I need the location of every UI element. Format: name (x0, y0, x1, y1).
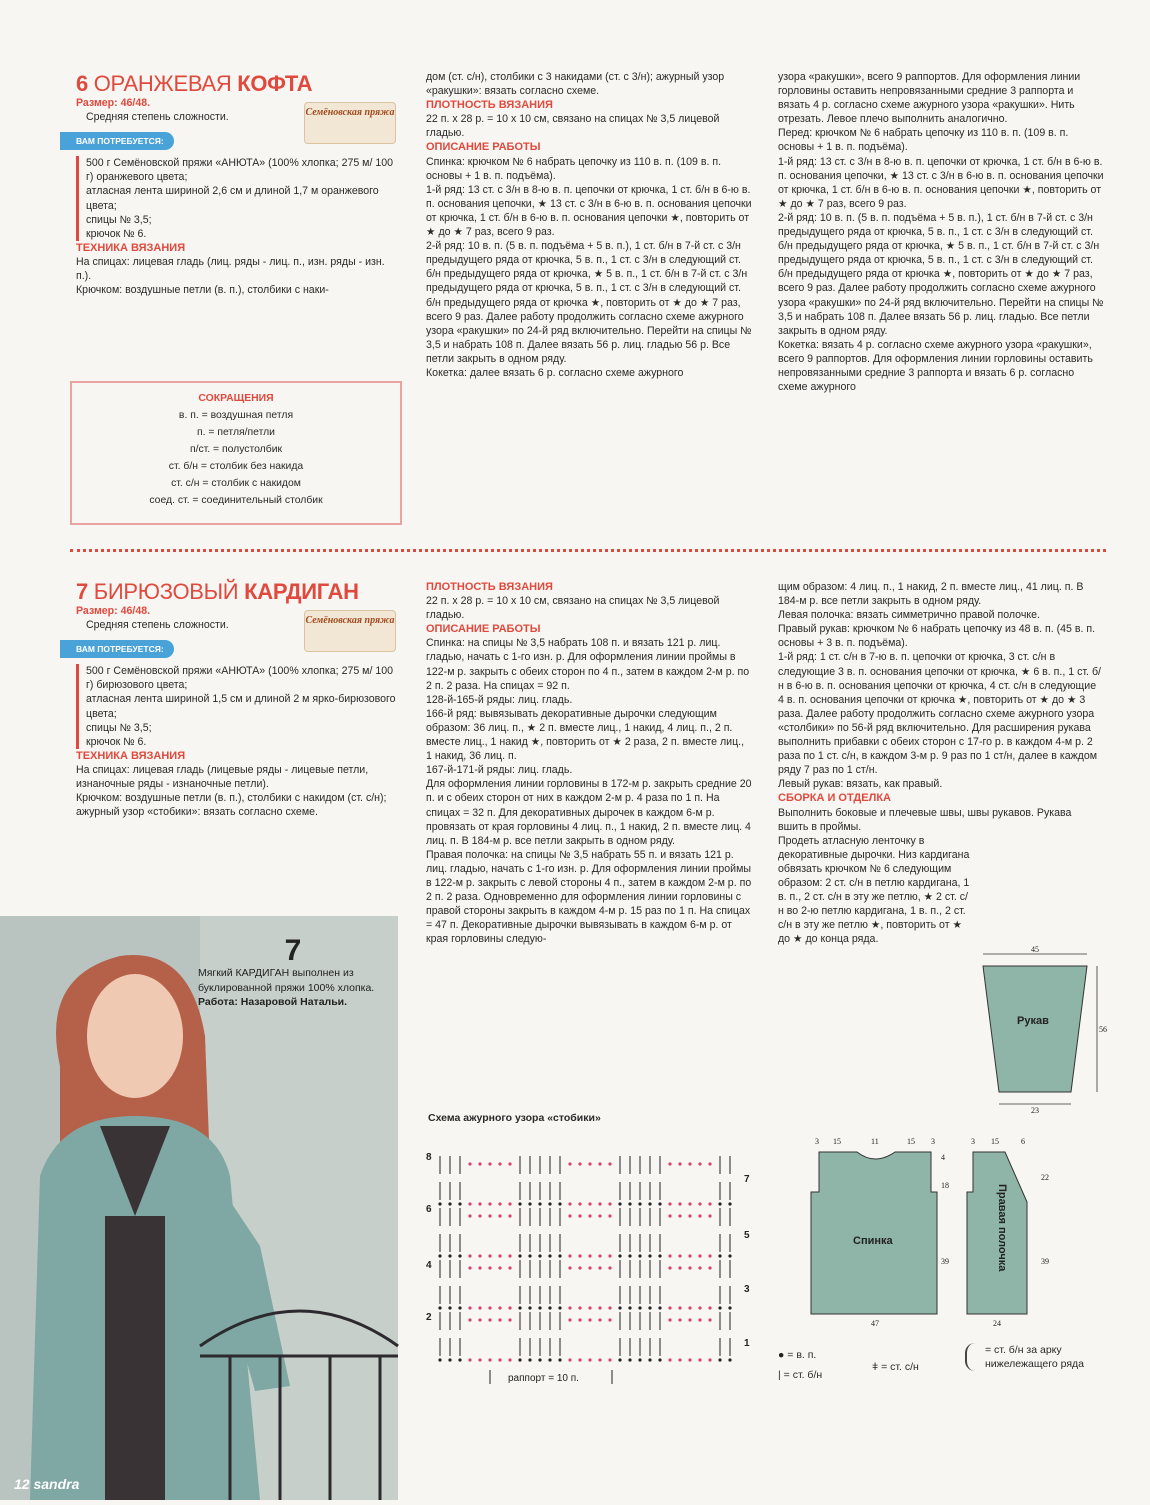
s7-right-front: Правая полочка: на спицы № 3,5 набрать 55 п. и вязать 121 р. лиц. гладью, начать с 1-го изн. р. Для оформления линии проймы в 122-м р. закрыть с левой стороны 4 п., затем в каждом 2-м р. по 2 п. 2 раза. Одновременно для оформления линии горловины с правой стороны закрыть в каждом 4-м р. 15 раз по 1 п. На спицах = 47 п. Декоративные дырочки вывязывать в каждом 6-м р. от края горловины следую- (426, 848, 752, 946)
s7-col3-continuation: щим образом: 4 лиц. п., 1 накид, 2 п. вместе лиц., 41 лиц. п. В 184-м р. все петли закрыть в одном ряду. (778, 581, 1084, 608)
row-num-right: 5 (744, 1230, 750, 1241)
chain-stitch-symbol (668, 1162, 671, 1165)
chain-stitch-symbol (498, 1214, 501, 1217)
s6-needs-badge: ВАМ ПОТРЕБУЕТСЯ: (60, 132, 174, 150)
chain-stitch-symbol (478, 1214, 481, 1217)
chain-stitch-symbol (548, 1254, 551, 1257)
chain-stitch-symbol (698, 1254, 701, 1257)
row-num-left: 6 (426, 1204, 432, 1215)
chain-stitch-symbol (578, 1254, 581, 1257)
chain-stitch-symbol (588, 1318, 591, 1321)
s6-front-yoke: Кокетка: вязать 4 р. согласно схеме ажурного узора «ракушки», всего 9 раппортов. Для оформления линии горловины оставить непровязанными средние 3 раппорта и вязать 6 р. согласно схеме ажурного (778, 338, 1093, 394)
chain-stitch-symbol (438, 1358, 441, 1361)
chain-stitch-symbol (458, 1306, 461, 1309)
chain-stitch-symbol (638, 1254, 641, 1257)
section-divider (70, 549, 1106, 552)
s7-density: 22 п. х 28 р. = 10 х 10 см, связано на спицах № 3,5 лицевой гладью. (426, 595, 720, 622)
chain-stitch-symbol (648, 1306, 651, 1309)
chain-stitch-symbol (488, 1358, 491, 1361)
chain-stitch-symbol (518, 1306, 521, 1309)
sleeve-label: Рукав (1017, 1015, 1049, 1027)
s7-difficulty: Средняя степень сложности. (86, 619, 229, 632)
s6-material-yarn: 500 г Семёновской пряжи «АНЮТА» (100% хлопка; 275 м/ 100 г) оранжевого цвета; (86, 157, 394, 184)
chain-stitch-symbol (728, 1254, 731, 1257)
chain-stitch-symbol (488, 1266, 491, 1269)
chain-stitch-symbol (648, 1254, 651, 1257)
chain-stitch-symbol (628, 1202, 631, 1205)
chain-stitch-symbol (598, 1254, 601, 1257)
s7-tech-pattern: ажурный узор «стобики»: вязать согласно схеме. (76, 806, 318, 819)
abbr-item: п/ст. = полустолбик (189, 444, 283, 455)
chain-stitch-symbol (578, 1214, 581, 1217)
s7-material-yarn: 500 г Семёновской пряжи «АНЮТА» (100% хлопка; 275 м/ 100 г) бирюзового цвета; (86, 665, 394, 692)
s6-difficulty: Средняя степень сложности. (86, 111, 229, 124)
chain-stitch-symbol (688, 1214, 691, 1217)
chain-stitch-symbol (568, 1254, 571, 1257)
chain-stitch-symbol (708, 1202, 711, 1205)
chain-stitch-symbol (598, 1162, 601, 1165)
chain-stitch-symbol (488, 1318, 491, 1321)
chain-stitch-symbol (698, 1358, 701, 1361)
chain-stitch-symbol (708, 1254, 711, 1257)
chain-stitch-symbol (668, 1254, 671, 1257)
chain-stitch-symbol (668, 1358, 671, 1361)
double-crochet-icon: ǂ (872, 1361, 879, 1373)
s6-col3 (778, 70, 1104, 394)
chain-stitch-symbol (658, 1358, 661, 1361)
single-crochet-icon: | (778, 1369, 781, 1381)
chain-stitch-symbol (718, 1358, 721, 1361)
chain-stitch-symbol (548, 1306, 551, 1309)
row-num-right: 1 (744, 1338, 750, 1349)
s7-density-heading: ПЛОТНОСТЬ ВЯЗАНИЯ (426, 581, 553, 593)
chain-stitch-symbol (478, 1306, 481, 1309)
s6-density-heading: ПЛОТНОСТЬ ВЯЗАНИЯ (426, 99, 553, 112)
s7-rows-128: 128-й-165-й ряды: лиц. гладь. (426, 693, 573, 706)
chain-stitch-symbol (618, 1254, 621, 1257)
chain-stitch-symbol (578, 1162, 581, 1165)
chain-stitch-symbol (498, 1266, 501, 1269)
chain-stitch-symbol (568, 1202, 571, 1205)
chain-stitch-symbol (688, 1358, 691, 1361)
chain-stitch-symbol (438, 1254, 441, 1257)
s7-material-hook: крючок № 6. (86, 735, 147, 748)
chain-stitch-symbol (518, 1254, 521, 1257)
chain-stitch-symbol (578, 1306, 581, 1309)
chain-stitch-symbol (468, 1266, 471, 1269)
chain-stitch-symbol (708, 1306, 711, 1309)
s6-material-needles: спицы № 3,5; (86, 213, 152, 226)
caption-number: 7 (284, 934, 302, 967)
front-dim: 15 (991, 1137, 999, 1146)
body-schematic (795, 1132, 1085, 1332)
s7-assembly-heading: СБОРКА И ОТДЕЛКА (778, 792, 891, 805)
chain-stitch-symbol (498, 1162, 501, 1165)
back-dim: 3 (815, 1137, 819, 1146)
back-dim: 11 (871, 1137, 879, 1146)
chain-stitch-symbol (588, 1214, 591, 1217)
chain-stitch-symbol (688, 1254, 691, 1257)
chain-stitch-symbol (728, 1202, 731, 1205)
chain-stitch-symbol (618, 1202, 621, 1205)
front-dim: 6 (1021, 1137, 1025, 1146)
s7-materials (76, 664, 402, 749)
caption-text: Мягкий КАРДИГАН выполнен из буклированной пряжи 100% хлопка. (198, 967, 375, 994)
back-h1-dim: 4 (941, 1153, 945, 1162)
chain-stitch-symbol (498, 1358, 501, 1361)
row-num-right: 3 (744, 1284, 750, 1295)
s7-size: Размер: 46/48. (76, 605, 151, 617)
chain-stitch-symbol (538, 1254, 541, 1257)
chain-stitch-symbol (518, 1358, 521, 1361)
s6-col2 (426, 70, 752, 380)
chain-stitch-symbol (508, 1318, 511, 1321)
chain-stitch-symbol (448, 1306, 451, 1309)
front-dim: 3 (971, 1137, 975, 1146)
chain-stitch-symbol (518, 1202, 521, 1205)
chain-stitch-symbol (508, 1306, 511, 1309)
s7-tech-heading: ТЕХНИКА ВЯЗАНИЯ (76, 749, 186, 762)
chain-stitch-symbol (668, 1266, 671, 1269)
chain-stitch-symbol (548, 1358, 551, 1361)
chain-stitch-symbol (698, 1306, 701, 1309)
chart-legend (778, 1348, 822, 1382)
chain-stitch-symbol (438, 1306, 441, 1309)
chain-stitch-symbol (508, 1162, 511, 1165)
s6-tech-crochet: Крючком: воздушные петли (в. п.), столбики с наки- (76, 284, 329, 297)
s6-work-heading: ОПИСАНИЕ РАБОТЫ (426, 141, 541, 154)
chain-stitch-symbol (538, 1306, 541, 1309)
row-num-left: 8 (426, 1152, 432, 1163)
chain-stitch-symbol (558, 1202, 561, 1205)
chain-stitch-symbol (678, 1162, 681, 1165)
chain-stitch-symbol (498, 1202, 501, 1205)
s7-assembly-2: Продеть атласную ленточку в декоративные дырочки. Низ кардигана обвязать крючком № 6 следующим образом: 2 ст. с/н в петлю кардигана, 1 в. п., 2 ст. с/н в эту же петлю, ★ 2 ст. с/н во 2-ю петлю кардигана, 1 в. п., 2 ст. с/н в эту же петлю ★, повторить от ★ до ★ до конца ряда. (778, 834, 970, 946)
chain-stitch-symbol (638, 1202, 641, 1205)
chain-stitch-symbol (638, 1358, 641, 1361)
back-dim: 15 (907, 1137, 915, 1146)
chain-stitch-symbol (598, 1358, 601, 1361)
row-num-left: 4 (426, 1260, 432, 1271)
s7-tech-knit: На спицах: лицевая гладь (лицевые ряды - лицевые петли, изнаночные ряды - изнаночные петли). (76, 763, 369, 791)
chain-stitch-symbol (678, 1358, 681, 1361)
legend-arc: = ст. б/н за арку нижележащего ряда (965, 1343, 1115, 1371)
chain-stitch-symbol (698, 1214, 701, 1217)
chain-stitch-symbol (488, 1202, 491, 1205)
chain-stitch-symbol (468, 1306, 471, 1309)
chain-stitch-symbol (688, 1318, 691, 1321)
chain-stitch-symbol (458, 1358, 461, 1361)
chain-stitch-symbol (458, 1202, 461, 1205)
legend-dc: ǂ = ст. с/н (872, 1361, 919, 1373)
chain-stitch-symbol (658, 1202, 661, 1205)
stitch-chart (426, 1140, 756, 1390)
s6-front: Перед: крючком № 6 набрать цепочку из 110 в. п. (109 в. п. основы + 1 в. п. подъёма). (778, 127, 1069, 154)
chain-stitch-symbol (508, 1266, 511, 1269)
s6-back: Спинка: крючком № 6 набрать цепочку из 110 в. п. (109 в. п. основы + 1 в. п. подъёма). (426, 155, 722, 182)
chain-stitch-symbol (698, 1266, 701, 1269)
chain-stitch-symbol (708, 1358, 711, 1361)
chain-stitch-symbol (568, 1214, 571, 1217)
chain-stitch-symbol (648, 1358, 651, 1361)
abbr-item: ст. с/н = столбик с накидом (171, 478, 301, 489)
legend-sc: | = ст. б/н (778, 1369, 823, 1381)
sleeve-top-dim: 45 (1031, 945, 1039, 954)
chain-stitch-symbol (448, 1202, 451, 1205)
chain-stitch-symbol (468, 1358, 471, 1361)
chain-stitch-symbol (628, 1358, 631, 1361)
chain-stitch-symbol (478, 1162, 481, 1165)
chain-stitch-symbol (688, 1266, 691, 1269)
s7-material-needles: спицы № 3,5; (86, 721, 152, 734)
chain-stitch-symbol (708, 1162, 711, 1165)
s6-material-ribbon: атласная лента шириной 2,6 см и длиной 1,7 м оранжевого цвета; (86, 185, 379, 212)
chain-stitch-symbol (678, 1306, 681, 1309)
chain-stitch-symbol (568, 1306, 571, 1309)
s6-density: 22 п. х 28 р. = 10 х 10 см, связано на спицах № 3,5 лицевой гладью. (426, 113, 720, 140)
chain-stitch-symbol (608, 1202, 611, 1205)
chain-stitch-symbol (668, 1318, 671, 1321)
chain-stitch-symbol (478, 1254, 481, 1257)
chain-stitch-symbol (668, 1214, 671, 1217)
chain-stitch-symbol (588, 1202, 591, 1205)
chain-stitch-symbol (558, 1254, 561, 1257)
chain-stitch-symbol (478, 1318, 481, 1321)
chain-stitch-symbol (628, 1254, 631, 1257)
legend-chain: ● = в. п. (778, 1349, 817, 1361)
chain-stitch-symbol (448, 1254, 451, 1257)
s6-front-row1: 1-й ряд: 13 ст. с 3/н в 8-ю в. п. цепочки от крючка, 1 ст. б/н в 6-ю в. п. основания цепочки, ★ 13 ст. с 3/н в 6-ю в. п. основания цепочки от крючка, 1 ст. б/н в 6-ю в. п. основания цепочки ★, повторить от ★ до ★ 7 раз, всего 9 раз. (778, 155, 1104, 210)
chain-stitch-symbol (678, 1254, 681, 1257)
chain-stitch-symbol (468, 1162, 471, 1165)
abbr-item: в. п. = воздушная петля (178, 410, 294, 421)
abbreviations-box (70, 381, 402, 525)
chain-stitch-symbol (568, 1162, 571, 1165)
chain-stitch-symbol (698, 1318, 701, 1321)
s7-title: 7 БИРЮЗОВЫЙ КАРДИГАН (76, 579, 359, 604)
s7-left-front: Левая полочка: вязать симметрично правой полочке. (778, 609, 1040, 622)
s7-right-sleeve: Правый рукав: крючком № 6 набрать цепочку из 48 в. п. (45 в. п. основы + 3 в. п. подъёма). (778, 623, 1096, 650)
chain-stitch-symbol (588, 1266, 591, 1269)
chain-stitch-symbol (638, 1306, 641, 1309)
chain-stitch-symbol (558, 1358, 561, 1361)
chain-stitch-symbol (488, 1214, 491, 1217)
s6-materials (76, 156, 402, 241)
yarn-brand-logo: Семёновская пряжа (304, 102, 396, 144)
chain-stitch-symbol (628, 1306, 631, 1309)
chain-stitch-symbol (478, 1202, 481, 1205)
front-h1-dim: 22 (1041, 1173, 1049, 1182)
chain-stitch-symbol (578, 1318, 581, 1321)
chain-stitch-symbol (708, 1266, 711, 1269)
s7-neckline: Для оформления линии горловины в 172-м р. закрыть средние 20 п. и с обеих сторон от них в каждом 2-м р. 4 раза по 1 п. На спицах = 32 п. Для декоративных дырочек в каждом 6-м р. провязать от края горловины 4 лиц. п., 1 накид, 2 п. вместе лиц. 4 лиц. п. В 184-м р. все петли закрыть в одном ряду. (426, 778, 752, 847)
s7-tech-crochet: Крючком: воздушные петли (в. п.), столбики с накидом (ст. с/н); (76, 792, 387, 805)
row-num-left: 2 (426, 1312, 432, 1323)
s6-row2: 2-й ряд: 10 в. п. (5 в. п. подъёма + 5 в. п.), 1 ст. б/н в 7-й ст. с 3/н предыдущего ряда от крючка, 5 в. п., 1 ст. с 3/н в следующий ст. б/н предыдущего ряда от крючка, ★ 5 в. п., 1 ст. б/н в 7-й ст. с 3/н предыдущего ряда от крючка, 5 в. п., 1 ст. с 3/н в следующий ст. б/н предыдущего ряда от крючка ★, повторить от ★ до ★ 7 раз, всего 9 раз. Далее работу продолжить согласно схеме ажурного узора «ракушки» по 24-й ряд включительно. Перейти на спицы № 3,5 и набрать 108 п. Далее вязать 56 р. лиц. гладью 56 р. Все петли закрыть в одном ряду. (426, 240, 752, 365)
chain-stitch-symbol (598, 1318, 601, 1321)
chain-stitch-symbol (478, 1266, 481, 1269)
s6-col2-continuation: дом (ст. с/н), столбики с 3 накидами (ст. с 3/н); ажурный узор «ракушки»: вязать согласно схеме. (426, 71, 725, 98)
chain-stitch-symbol (608, 1358, 611, 1361)
abbr-item: п. = петля/петли (197, 427, 275, 438)
s7-assembly-1: Выполнить боковые и плечевые швы, швы рукавов. Рукава вшить в проймы. (778, 806, 1072, 833)
chain-stitch-symbol (498, 1306, 501, 1309)
chain-stitch-symbol (468, 1214, 471, 1217)
sleeve-length-dim: 56 (1099, 1025, 1107, 1034)
chain-stitch-symbol (708, 1318, 711, 1321)
chain-stitch-symbol (468, 1202, 471, 1205)
back-dim: 3 (931, 1137, 935, 1146)
chain-stitch-symbol (678, 1318, 681, 1321)
s6-material-hook: крючок № 6. (86, 227, 147, 240)
back-width-dim: 47 (871, 1319, 879, 1328)
back-h2-dim: 18 (941, 1181, 949, 1190)
s7-col2 (426, 580, 752, 946)
chain-stitch-symbol (598, 1214, 601, 1217)
chain-stitch-symbol (598, 1202, 601, 1205)
chain-stitch-symbol (608, 1162, 611, 1165)
s6-row1: 1-й ряд: 13 ст. с 3/н в 8-ю в. п. цепочки от крючка, 1 ст. б/н в 6-ю в. п. основания цепочки, ★ 13 ст. с 3/н в 6-ю в. п. основания цепочки от крючка, 1 ст. б/н в 6-ю в. п. основания цепочки ★, повторить от ★ до ★ 7 раз, всего 9 раз. (426, 183, 752, 239)
chain-stitch-symbol (588, 1306, 591, 1309)
chain-stitch-symbol (448, 1358, 451, 1361)
chain-stitch-symbol (608, 1266, 611, 1269)
s7-needs-badge: ВАМ ПОТРЕБУЕТСЯ: (60, 640, 174, 658)
chain-stitch-symbol (528, 1254, 531, 1257)
chain-stitch-symbol (578, 1358, 581, 1361)
s7-sleeve-row1: 1-й ряд: 1 ст. с/н в 7-ю в. п. цепочки от крючка, 3 ст. с/н в следующие 3 в. п. основания цепочки от крючка, ★ 6 в. п., 1 ст. б/н в 6-ю в. п. основания цепочки от крючка, 4 ст. с/н в следующие 4 в. п. основания цепочки от крючка ★, повторить от ★ до ★ 3 раза. Далее работу продолжить согласно схеме ажурного узора «столбики» по 56-й ряд включительно. Для расширения рукава выполнить прибавки с обеих сторон с 17-го р. в каждом 4-м р. 2 раза по 1 ст. с/н, в каждом 3-м р. 9 раз по 1 ст/н, далее в каждом ряду 7 раз по 1 ст/н. (778, 651, 1101, 777)
chain-stitch-symbol (608, 1306, 611, 1309)
chain-stitch-symbol (668, 1202, 671, 1205)
chain-stitch-symbol (568, 1266, 571, 1269)
chain-stitch-symbol (678, 1266, 681, 1269)
chain-stitch-symbol (508, 1202, 511, 1205)
chain-stitch-symbol (488, 1162, 491, 1165)
chain-stitch-symbol (698, 1202, 701, 1205)
chain-stitch-symbol (608, 1214, 611, 1217)
chain-stitch-symbol (528, 1202, 531, 1205)
chain-stitch-symbol (688, 1162, 691, 1165)
chain-stitch-symbol (488, 1254, 491, 1257)
chain-stitch-symbol (588, 1162, 591, 1165)
s7-material-ribbon: атласная лента шириной 1,5 см и длиной 2 м ярко-бирюзового цвета; (86, 693, 396, 720)
row-num-right: 7 (744, 1174, 750, 1185)
chain-stitch-symbol (658, 1254, 661, 1257)
s7-back: Спинка: на спицы № 3,5 набрать 108 п. и вязать 121 р. лиц. гладью, начать с 1-го изн. р. Для оформления линии проймы в 122-м р. закрыть с обеих сторон по 4 п., затем в каждом 2-м р. по 2 п. 2 раза. На спицах = 92 п. (426, 637, 750, 692)
abbr-item: соед. ст. = соединительный столбик (149, 495, 323, 506)
chain-stitch-symbol (618, 1306, 621, 1309)
chain-stitch-symbol (458, 1254, 461, 1257)
chain-stitch-symbol (508, 1254, 511, 1257)
chain-stitch-symbol (468, 1254, 471, 1257)
abbreviations-heading: СОКРАЩЕНИЯ (198, 393, 274, 404)
abbr-item: ст. б/н = столбик без накида (168, 461, 304, 472)
s6-yoke: Кокетка: далее вязать 6 р. согласно схеме ажурного (426, 366, 684, 379)
chain-stitch-symbol (538, 1358, 541, 1361)
s7-row-166: 166-й ряд: вывязывать декоративные дырочки следующим образом: 36 лиц. п., ★ 2 п. вместе лиц., 1 накид, 4 лиц. п., 2 п. вместе лиц., 1 накид ★, повторить от ★ 2 раза, 2 п. вместе лиц., 1 накид, 36 лиц. п. (426, 707, 745, 763)
chain-stitch-symbol (608, 1318, 611, 1321)
chain-stitch-symbol (698, 1162, 701, 1165)
chain-stitch-symbol (508, 1358, 511, 1361)
chain-stitch-symbol (688, 1306, 691, 1309)
chain-stitch-symbol (658, 1306, 661, 1309)
sleeve-schematic (975, 946, 1105, 1114)
back-label: Спинка (853, 1235, 893, 1247)
chain-stitch-symbol (728, 1358, 731, 1361)
chain-stitch-symbol (468, 1318, 471, 1321)
s7-work-heading: ОПИСАНИЕ РАБОТЫ (426, 623, 541, 636)
chain-stitch-symbol (438, 1202, 441, 1205)
chain-stitch-symbol (548, 1202, 551, 1205)
chain-stitch-symbol (488, 1306, 491, 1309)
chain-stitch-symbol (498, 1254, 501, 1257)
chain-stitch-symbol (688, 1202, 691, 1205)
yarn-brand-logo: Семёновская пряжа (304, 610, 396, 652)
chain-stitch-symbol (668, 1306, 671, 1309)
chain-stitch-symbol (568, 1318, 571, 1321)
chain-stitch-symbol (618, 1358, 621, 1361)
front-label: Правая полочка (996, 1184, 1008, 1272)
chain-stitch-symbol (648, 1202, 651, 1205)
chain-stitch-symbol (558, 1306, 561, 1309)
caption-credit: Работа: Назаровой Натальи. (198, 996, 348, 1008)
photo-caption (198, 936, 388, 1010)
s6-title: 6 ОРАНЖЕВАЯ КОФТА (76, 71, 313, 96)
chain-stitch-symbol (538, 1202, 541, 1205)
front-width-dim: 24 (993, 1319, 1001, 1328)
chain-stitch-symbol (578, 1202, 581, 1205)
chain-stitch-symbol (478, 1358, 481, 1361)
s6-size: Размер: 46/48. (76, 97, 151, 109)
chain-stitch-symbol (588, 1358, 591, 1361)
stitch-chart-title: Схема ажурного узора «стобики» (428, 1112, 601, 1124)
chain-stitch-symbol (528, 1306, 531, 1309)
s6-col3-continuation: узора «ракушки», всего 9 раппортов. Для оформления линии горловины оставить непровязанными средние 3 раппорта и вязать 4 р. согласно схеме ажурного узора «ракушки». Нить отрезать. Левое плечо выполнить аналогично. (778, 71, 1081, 126)
chain-stitch-symbol (568, 1358, 571, 1361)
s6-tech-heading: ТЕХНИКА ВЯЗАНИЯ (76, 241, 186, 254)
chain-stitch-symbol (678, 1202, 681, 1205)
chain-stitch-symbol (508, 1214, 511, 1217)
chain-stitch-symbol (728, 1306, 731, 1309)
back-h3-dim: 39 (941, 1257, 949, 1266)
chain-stitch-symbol (588, 1254, 591, 1257)
s7-col3 (778, 580, 1104, 946)
chain-stitch-symbol (598, 1266, 601, 1269)
chain-stitch-symbol (578, 1266, 581, 1269)
page-folio: 12 sandra (14, 1476, 80, 1492)
back-dim: 15 (833, 1137, 841, 1146)
chain-stitch-symbol (708, 1214, 711, 1217)
s7-left-sleeve: Левый рукав: вязать, как правый. (778, 778, 943, 791)
chain-stitch-symbol (498, 1318, 501, 1321)
chain-stitch-symbol (528, 1358, 531, 1361)
chain-stitch-symbol (598, 1306, 601, 1309)
chain-stitch-symbol (718, 1254, 721, 1257)
chain-stitch-symbol (718, 1306, 721, 1309)
s6-tech-knit: На спицах: лицевая гладь (лиц. ряды - лиц. п., изн. ряды - изн. п.). (76, 255, 385, 283)
s7-rows-167: 167-й-171-й ряды: лиц. гладь. (426, 764, 573, 777)
chain-stitch-symbol (678, 1214, 681, 1217)
front-h2-dim: 39 (1041, 1257, 1049, 1266)
chain-stitch-icon: ● (778, 1349, 785, 1361)
s6-front-row2: 2-й ряд: 10 в. п. (5 в. п. подъёма + 5 в. п.), 1 ст. б/н в 7-й ст. с 3/н предыдущего ряда от крючка, 5 в. п., 1 ст. с 3/н в следующий ст. б/н предыдущего ряда от крючка, ★ 5 в. п., 1 ст. б/н в 7-й ст. с 3/н предыдущего ряда от крючка, 5 в. п., 1 ст. с 3/н в следующий ст. б/н предыдущего ряда от крючка ★, повторить от ★ до ★ 7 раз, всего 9 раз. Далее работу продолжить согласно схеме ажурного узора «ракушки» по 24-й ряд включительно. Перейти на спицы № 3,5 и набрать 108 п. Далее вязать 56 р. лиц. гладью. Все петли закрыть в одном ряду. (778, 211, 1104, 337)
rapport-label: раппорт = 10 п. (508, 1373, 579, 1384)
sleeve-bottom-dim: 23 (1031, 1106, 1039, 1115)
chain-stitch-symbol (718, 1202, 721, 1205)
chain-stitch-symbol (608, 1254, 611, 1257)
